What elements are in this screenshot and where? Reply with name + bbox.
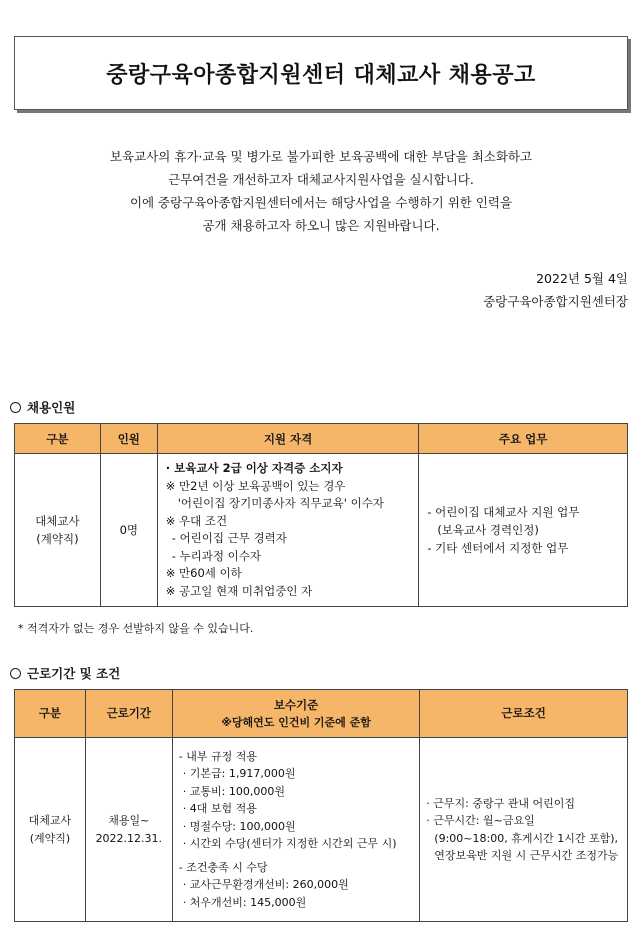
notice-date: 2022년 5월 4일 xyxy=(536,271,628,286)
qualification-item: ※ 공고일 현재 미취업중인 자 xyxy=(165,583,313,598)
qualification-item: ※ 만2년 이상 보육공백이 있는 경우 xyxy=(165,478,346,493)
qualification-item: - 누리과정 이수자 xyxy=(171,548,261,563)
issuer-name: 중랑구육아종합지원센터장 xyxy=(483,294,628,309)
section-heading-conditions xyxy=(10,664,120,682)
table-row xyxy=(15,738,628,922)
section-heading-label: 근로기간 및 조건 xyxy=(27,666,121,681)
category-cell xyxy=(15,738,86,922)
section-heading-label: 채용인원 xyxy=(27,400,76,415)
intro-paragraph xyxy=(0,145,642,237)
qualification-item: - 어린이집 근무 경력자 xyxy=(171,531,287,545)
table-row xyxy=(15,454,628,607)
qualification-item: '어린이집 장기미종사자 직무교육' 이수자 xyxy=(177,496,384,510)
page-title: 중랑구육아종합지원센터 대체교사 채용공고 xyxy=(14,36,628,110)
table-header-row xyxy=(15,424,628,454)
category-label: 대체교사 xyxy=(35,514,80,528)
pay-item: · 교사근무환경개선비: 260,000원 xyxy=(182,878,349,892)
column-header: 근로조건 xyxy=(420,690,628,738)
conditions-table xyxy=(14,689,628,922)
column-header: 인원 xyxy=(100,424,157,454)
footnote: * 적격자가 없는 경우 선발하지 않을 수 있습니다. xyxy=(18,622,254,635)
period-end: 2022.12.31. xyxy=(95,831,163,845)
pay-item: - 조건충족 시 수당 xyxy=(178,860,268,874)
category-type: (계약직) xyxy=(29,831,71,845)
qualification-item: ※ 우대 조건 xyxy=(165,513,228,528)
pay-item: · 명절수당: 100,000원 xyxy=(182,819,296,833)
condition-item: · 근무지: 중랑구 관내 어린이집 xyxy=(426,796,575,810)
category-type: (계약직) xyxy=(36,532,79,546)
qualification-item: · 보육교사 2급 이상 자격증 소지자 xyxy=(165,461,343,475)
intro-line: 근무여건을 개선하고자 대체교사지원사업을 실시합니다. xyxy=(168,172,474,187)
duty-item: - 기타 센터에서 지정한 업무 xyxy=(427,541,569,555)
duties-cell xyxy=(419,454,628,607)
column-header: 지원 자격 xyxy=(157,424,419,454)
category-label: 대체교사 xyxy=(28,813,72,827)
circle-bullet-icon xyxy=(10,668,21,679)
pay-item: · 기본급: 1,917,000원 xyxy=(182,767,296,781)
section-heading-recruitment xyxy=(10,398,75,416)
condition-item: (9:00~18:00, 휴게시간 1시간 포함), xyxy=(434,831,618,845)
pay-item: · 교통비: 100,000원 xyxy=(182,784,285,798)
category-cell xyxy=(15,454,101,607)
column-header: 근로기간 xyxy=(85,690,172,738)
duty-item: (보육교사 경력인정) xyxy=(437,523,539,537)
column-header: 주요 업무 xyxy=(419,424,628,454)
headcount-cell: 0명 xyxy=(100,454,157,607)
intro-line: 공개 채용하고자 하오니 많은 지원바랍니다. xyxy=(202,218,440,233)
conditions-cell xyxy=(420,738,628,922)
condition-item: · 근무시간: 월~금요일 xyxy=(426,814,535,827)
column-header: 보수기준 xyxy=(273,697,319,712)
pay-item: · 처우개선비: 145,000원 xyxy=(182,895,307,909)
pay-item: · 시간외 수당(센터가 지정한 시간외 근무 시) xyxy=(182,837,397,851)
column-header-note: ※당해연도 인건비 기준에 준함 xyxy=(221,715,371,729)
condition-item: 연장보육반 지원 시 근무시간 조정가능 xyxy=(434,849,619,862)
pay-column-header xyxy=(172,690,420,738)
column-header: 구분 xyxy=(15,690,86,738)
pay-item: - 내부 규정 적용 xyxy=(178,749,257,763)
intro-line: 보육교사의 휴가·교육 및 병가로 불가피한 보육공백에 대한 부담을 최소화하고 xyxy=(109,149,533,164)
column-header: 구분 xyxy=(15,424,101,454)
recruitment-table xyxy=(14,423,628,607)
period-start: 채용일~ xyxy=(108,813,150,827)
intro-line: 이에 중랑구육아종합지원센터에서는 해당사업을 수행하기 위한 인력을 xyxy=(129,195,513,210)
qualifications-cell xyxy=(157,454,419,607)
pay-item: · 4대 보험 적용 xyxy=(182,802,257,816)
table-header-row xyxy=(15,690,628,738)
circle-bullet-icon xyxy=(10,402,21,413)
pay-cell xyxy=(172,738,420,922)
period-cell xyxy=(85,738,172,922)
signature-block xyxy=(483,267,628,313)
qualification-item: ※ 만60세 이하 xyxy=(165,566,242,580)
duty-item: - 어린이집 대체교사 지원 업무 xyxy=(427,505,580,519)
